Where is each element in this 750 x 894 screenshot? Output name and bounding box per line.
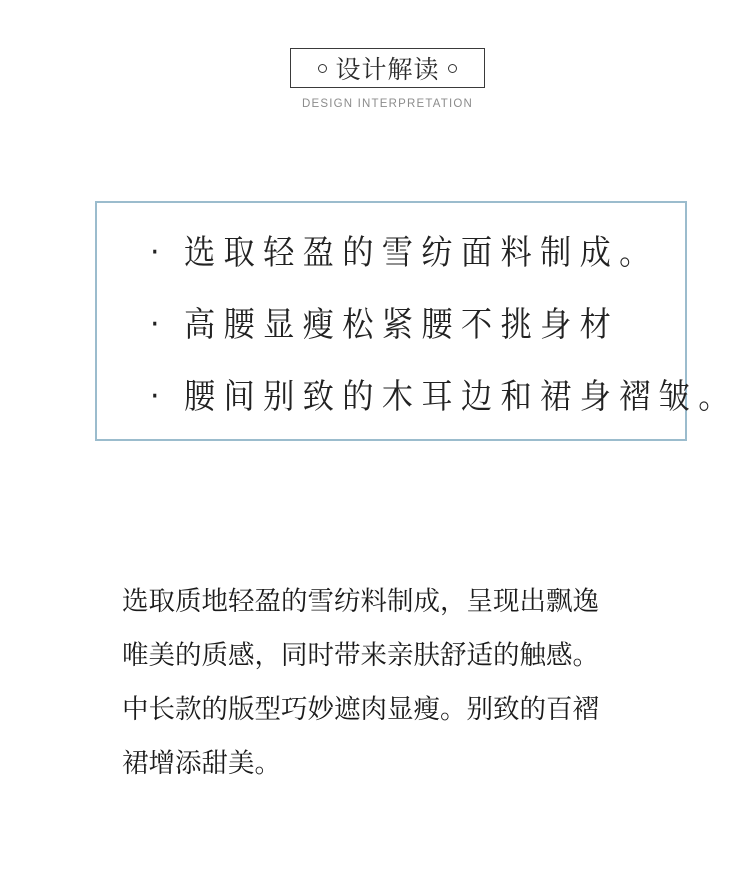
feature-item	[150, 232, 750, 274]
description-line: 选取质地轻盈的雪纺料制成，呈现出飘逸	[122, 586, 599, 617]
feature-item	[150, 376, 750, 418]
feature-text: 选取轻盈的雪纺面料制成。	[184, 233, 659, 273]
feature-item	[150, 304, 750, 346]
bullet-dot-icon: ·	[150, 235, 160, 270]
description-line: 裙增添甜美。	[122, 748, 281, 779]
description-line: 中长款的版型巧妙遮肉显瘦。别致的百褶	[122, 694, 599, 725]
description-paragraph	[122, 575, 682, 791]
feature-text: 高腰显瘦松紧腰不挑身材	[184, 305, 620, 345]
feature-text: 腰间别致的木耳边和裙身褶皱。	[184, 377, 738, 417]
bullet-dot-icon: ·	[150, 379, 160, 414]
circle-ornament-icon	[448, 64, 457, 73]
section-title-box	[290, 48, 485, 88]
feature-list	[150, 232, 750, 448]
circle-ornament-icon	[318, 64, 327, 73]
section-title: 设计解读	[335, 55, 440, 84]
description-line: 唯美的质感，同时带来亲肤舒适的触感。	[122, 640, 599, 671]
section-subtitle: DESIGN INTERPRETATION	[301, 98, 474, 110]
bullet-dot-icon: ·	[150, 307, 160, 342]
